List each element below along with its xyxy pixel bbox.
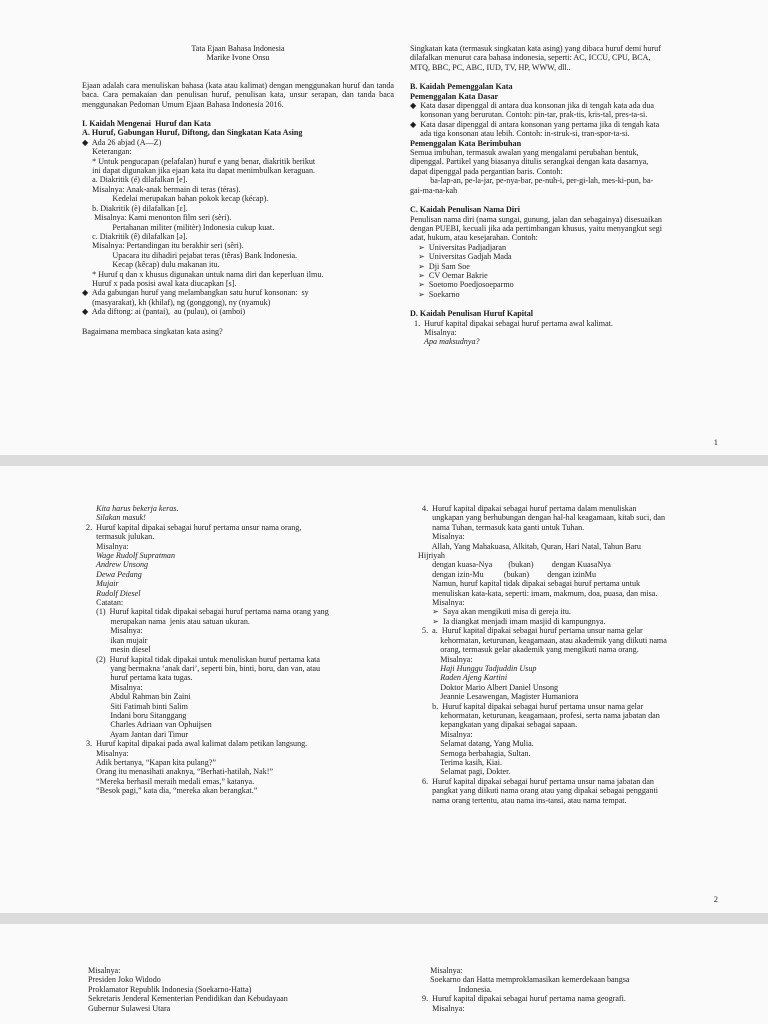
text-line: dengan PUEBI, kecuali jika ada pertimbangan khusus, yaitu menyangkut segi xyxy=(410,223,662,233)
text-line: nama Tuhan, termasuk kata ganti untuk Tuhan. xyxy=(418,522,585,532)
list-item: ➢ Soetomo Poedjosoeparmo xyxy=(410,280,514,290)
text-line: Upacara itu dihadiri pejabat teras (têras) Bank Indonesia. xyxy=(82,250,298,260)
text-line: c. Diakritik (ê) dilafalkan [ə]. xyxy=(82,231,188,241)
text-line: Kecap (kêcap) dulu makanan itu. xyxy=(82,260,220,270)
text-line: Abdul Rahman bin Zaini xyxy=(82,692,191,702)
text-line: adat, hukum, atau kesejarahan. Contoh: xyxy=(410,233,538,243)
doc-title: Tata Ejaan Bahasa Indonesia xyxy=(191,44,285,53)
text-line: Allah, Yang Mahakuasa, Alkitab, Quran, Hari Natal, Tahun Baru xyxy=(418,541,641,551)
text-line: 4. Huruf kapital dipakai sebagai huruf pertama dalam menuliskan xyxy=(418,504,637,513)
text-line: ◆ Ada diftong: ai (pantai), au (pulau), oi (amboi) xyxy=(82,307,246,317)
text-line: “Mereka berhasil meraih medali emas,” katanya. xyxy=(82,776,255,786)
text-line: 5. a. Huruf kapital dipakai sebagai huruf pertama unsur nama gelar xyxy=(418,626,643,636)
page-number: 2 xyxy=(713,894,718,904)
doc-author: Marike Ivone Onsu xyxy=(206,53,270,63)
text-line: Charles Adriaan van Ophuijsen xyxy=(82,720,212,730)
text-line: b. Diakritik (è) dilafalkan [ɛ]. xyxy=(82,203,188,213)
subsection-heading: A. Huruf, Gabungan Huruf, Diftong, dan Singkatan Kata Asing xyxy=(82,128,303,138)
text-line: Ayam Jantan dari Timur xyxy=(82,729,189,739)
text-line: Indonesia. xyxy=(418,984,492,994)
text-line: Terima kasih, Kiai. xyxy=(418,757,503,767)
text-line: Andrew Unsong xyxy=(82,560,149,570)
list-item: ➢ Dji Sam Soe xyxy=(410,261,470,271)
text-line: orang, termasuk gelar akademik yang mengikuti nama orang. xyxy=(418,645,639,655)
text-line: Raden Ajeng Kartini xyxy=(418,673,508,683)
text-line: b. Huruf kapital dipakai sebagai huruf pertama unsur nama gelar xyxy=(418,701,644,711)
text-line: Misalnya: xyxy=(82,541,129,551)
text-line: kepangkatan yang dipakai sebagai sapaan. xyxy=(418,720,578,730)
text-line: dipenggal. Partikel yang biasanya ditulis serangkai dengan kata dasarnya, xyxy=(410,157,649,167)
text-line: (2) Huruf kapital tidak dipakai untuk menuliskan huruf pertama kata xyxy=(82,654,321,664)
page3-right-column xyxy=(418,966,730,1013)
text-line: Proklamator Republik Indonesia (Soekarno-Hatta) xyxy=(88,984,252,994)
text-line: (masyarakat), kh (khilaf), ng (gonggong), ny (nyamuk) xyxy=(82,297,271,307)
text-line: Misalnya: xyxy=(418,1003,465,1013)
text-line: termasuk julukan. xyxy=(82,532,155,542)
text-line: Wage Rudolf Supratman xyxy=(82,551,176,561)
text-line: Adik bertanya, “Kapan kita pulang?” xyxy=(82,757,216,767)
subsection-heading: Pemenggalan Kata Berimbuhan xyxy=(410,138,522,148)
text-line: Kedelai merupakan bahan pokok kecap (kécap). xyxy=(82,194,269,204)
text-line: ◆ Kata dasar dipenggal di antara konsonan yang pertama jika di tengah kata xyxy=(410,119,660,129)
text-line: Keterangan: xyxy=(82,147,132,157)
text-line: dilafalkan menurut cara bahasa indonesia, seperti: AC, ICCU, CPU, BCA, xyxy=(410,53,651,63)
text-line: ◆ Kata dasar dipenggal di antara dua konsonan jika di tengah kata ada dua xyxy=(410,101,655,111)
text-line: pangkat yang diikuti nama orang atau yang dipakai sebagai pengganti xyxy=(418,786,659,796)
document-page-1 xyxy=(0,0,768,455)
page2-right-column xyxy=(418,504,730,805)
text-line: merupakan nama jenis atau satuan ukuran. xyxy=(82,616,250,626)
text-line: ada tiga konsonan atau lebih. Contoh: in-struk-si, tran-spor-ta-si. xyxy=(410,129,630,139)
text-line: Haji Hunggu Tadjuddin Usup xyxy=(418,663,537,673)
text-line: Misalnya: xyxy=(82,748,129,758)
text-line: Misalnya: xyxy=(82,682,143,692)
text-line: Misalnya: xyxy=(88,966,121,975)
text-line: Misalnya: xyxy=(410,327,457,337)
text-line: Selamat datang, Yang Mulia. xyxy=(418,739,534,749)
text-line: Singkatan kata (termasuk singkatan kata asing) yang dibaca huruf demi huruf xyxy=(410,44,661,53)
text-line: Namun, huruf kapital tidak dipakai sebagai huruf pertama untuk xyxy=(418,579,641,589)
text-line: ba-lap-an, pe-la-jar, pe-nya-bar, pe-nuh-i, per-gi-lah, mes-ki-pun, ba- xyxy=(410,176,654,186)
text-line: Catatan: xyxy=(82,598,124,608)
list-item: ➢ Universitas Gadjah Mada xyxy=(410,252,512,262)
text-line: Indani boru Sitanggang xyxy=(82,710,187,720)
section-heading: C. Kaidah Penulisan Nama Diri xyxy=(410,205,520,215)
text-line: Penulisan nama diri (nama sungai, gunung, jalan dan sebagainya) disesuaikan xyxy=(410,214,662,224)
text-line: gai-ma-na-kah xyxy=(410,185,458,195)
text-line: Semoga berbahagia, Sultan. xyxy=(418,748,531,758)
text-line: MTQ, BBC, PC, ABC, IUD, TV, HP, WWW, dll.. xyxy=(410,62,571,72)
list-item: ➢ Ia diangkat menjadi imam masjid di kampungnya. xyxy=(418,616,606,626)
text-line: Gubernur Sulawesi Utara xyxy=(88,1003,171,1013)
text-line: Pertahanan militer (militèr) Indonesia cukup kuat. xyxy=(82,222,275,232)
text-line: Soekarno dan Hatta memproklamasikan kemerdekaan bangsa xyxy=(418,975,630,985)
text-line: Misalnya: xyxy=(418,598,465,608)
text-line: ungkapan yang berhubungan dengan hal-hal keagamaan, kitab suci, dan xyxy=(418,513,666,523)
section-heading: I. Kaidah Mengenai Huruf dan Kata xyxy=(82,119,211,129)
text-line: Huruf x pada posisi awal kata diucapkan [s]. xyxy=(82,278,237,288)
text-line: Misalnya: Kami menonton film seri (sèri). xyxy=(82,213,232,223)
text-line: Silakan masuk! xyxy=(82,513,146,523)
text-line: 6. Huruf kapital dipakai sebagai huruf pertama unsur nama jabatan dan xyxy=(418,776,654,786)
text-line: Misalnya: xyxy=(418,966,463,975)
text-line: Misalnya: Pertandingan itu berakhir seri (sêri). xyxy=(82,241,244,251)
text-line: 2. Huruf kapital dipakai sebagai huruf pertama unsur nama orang, xyxy=(82,522,302,532)
text-line: kehormatan, keturunan, keagamaan, atau akademik yang diikuti nama xyxy=(418,635,667,645)
text-line: Misalnya: xyxy=(82,626,143,636)
document-page-3 xyxy=(0,924,768,1024)
text-line: konsonan yang berurutan. Contoh: pin-tar, prak-tis, kris-tal, pres-ta-si. xyxy=(410,110,648,120)
text-line: mesin diesel xyxy=(82,645,151,655)
text-line: Misalnya: xyxy=(418,654,473,664)
text-line: Rudolf Diesel xyxy=(82,588,141,598)
text-line: nama orang tertentu, atau nama ins-tansi, atau nama tempat. xyxy=(418,795,627,805)
section-heading: D. Kaidah Penulisan Huruf Kapital xyxy=(410,309,534,319)
list-item: ➢ Saya akan mengikuti misa di gereja itu. xyxy=(418,607,571,617)
question-line: Bagaimana membaca singkatan kata asing? xyxy=(82,326,223,336)
text-line: dengan kuasa-Nya (bukan) dengan KuasaNya xyxy=(418,560,611,570)
list-item: ➢ CV Oemar Bakrie xyxy=(410,270,488,280)
page-number: 1 xyxy=(713,437,718,447)
list-item: ➢ Universitas Padjadjaran xyxy=(410,242,507,252)
text-line: Misalnya: Anak-anak bermain di teras (téras). xyxy=(82,184,241,194)
text-line: a. Diakritik (é) dilafalkan [e]. xyxy=(82,175,188,185)
text-line: “Besok pagi,” kata dia, “mereka akan berangkat.” xyxy=(82,786,258,796)
text-line: ini dapat digunakan jika ejaan kata itu dapat menimbulkan keraguan. xyxy=(82,166,316,176)
text-line: ikan mujair xyxy=(82,635,148,645)
section-heading: B. Kaidah Pemenggalan Kata xyxy=(410,82,513,92)
text-line: menuliskan kata-kata, seperti: imam, makmum, doa, puasa, dan misa. xyxy=(418,588,658,598)
text-line: Selamat pagi, Dokter. xyxy=(418,767,511,777)
page3-left-column xyxy=(88,966,398,1013)
text-line: * Huruf q dan x khusus digunakan untuk nama diri dan keperluan ilmu. xyxy=(82,269,324,279)
text-line: dapat dipenggal pada pergantian baris. Contoh: xyxy=(410,166,563,176)
text-line: Semua imbuhan, termasuk awalan yang mengalami perubahan bentuk, xyxy=(410,148,639,158)
text-line: Doktor Mario Albert Daniel Unsong xyxy=(418,682,559,692)
text-line: Orang itu menasihati anaknya, “Berhati-hatilah, Nak!” xyxy=(82,767,274,777)
text-line: Apa maksudnya? xyxy=(410,337,480,347)
page1-left-column xyxy=(82,44,394,336)
text-line: Siti Fatimah binti Salim xyxy=(82,701,188,711)
text-line: dengan izin-Mu (bukan) dengan izinMu xyxy=(418,569,597,579)
text-line: 3. Huruf kapital dipakai pada awal kalimat dalam petikan langsung. xyxy=(82,739,308,749)
text-line: Sekretaris Jenderal Kementerian Pendidikan dan Kebudayaan xyxy=(88,994,288,1004)
text-line: ◆ Ada gabungan huruf yang melambangkan satu huruf konsonan: sy xyxy=(82,288,309,298)
text-line: huruf pertama kata tugas. xyxy=(82,673,193,683)
text-line: Jeannie Lesawengan, Magister Humaniora xyxy=(418,692,579,702)
text-line: 9. Huruf kapital dipakai sebagai huruf pertama nama geografi. xyxy=(418,994,626,1004)
page1-right-column xyxy=(410,44,730,347)
subsection-heading: Pemenggalan Kata Dasar xyxy=(410,91,499,101)
text-line: Hijriyah xyxy=(418,551,445,561)
text-line: * Untuk pengucapan (pelafalan) huruf e yang benar, diakritik berikut xyxy=(82,156,316,166)
text-line: Dewa Pedang xyxy=(82,569,142,579)
text-line: 1. Huruf kapital dipakai sebagai huruf pertama awal kalimat. xyxy=(410,318,613,328)
document-page-2 xyxy=(0,466,768,913)
page2-left-column xyxy=(82,504,402,796)
text-line: Presiden Joko Widodo xyxy=(88,975,161,985)
text-line: yang bermakna ‘anak dari’, seperti bin, binti, boru, dan van, atau xyxy=(82,663,321,673)
text-line: Misalnya: xyxy=(418,532,465,542)
text-line: Mujair xyxy=(82,579,119,589)
text-line: Kita harus bekerja keras. xyxy=(82,504,179,513)
text-line: ◆ Ada 26 abjad (A—Z) xyxy=(82,137,162,147)
text-line: (1) Huruf kapital tidak dipakai sebagai huruf pertama nama orang yang xyxy=(82,607,329,617)
text-line: kehormatan, keturunan, keagamaan, profesi, serta nama jabatan dan xyxy=(418,710,660,720)
text-line: Misalnya: xyxy=(418,729,473,739)
intro-paragraph: Ejaan adalah cara menuliskan bahasa (kata atau kalimat) dengan menggunakan huruf dan tanda baca. Cara pemakaian dan penulisan huruf, penulisan kata, unsur serapan, dan tanda baca menggunakan Pedoman Umum Ejaan Bahasa Indonesia 2016. xyxy=(82,80,394,109)
list-item: ➢ Soekarno xyxy=(410,289,460,299)
